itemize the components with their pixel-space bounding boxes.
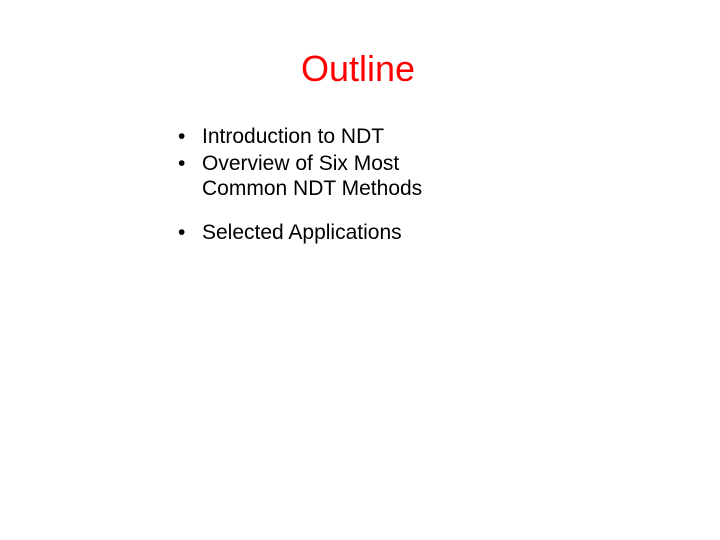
bullet-text-continued: Common NDT Methods — [202, 177, 423, 200]
bullet-text: Introduction to NDT — [202, 125, 385, 148]
bullet-item-introduction — [178, 124, 658, 149]
bullet-icon: • — [178, 152, 186, 175]
bullet-item-overview — [178, 151, 658, 201]
bullet-icon: • — [178, 221, 186, 244]
bullet-text: Overview of Six Most — [202, 152, 400, 175]
bullet-icon: • — [178, 125, 186, 148]
bullet-list — [178, 124, 658, 245]
bullet-text: Selected Applications — [202, 221, 402, 244]
bullet-item-applications — [178, 220, 658, 245]
slide-title: Outline — [300, 48, 416, 89]
